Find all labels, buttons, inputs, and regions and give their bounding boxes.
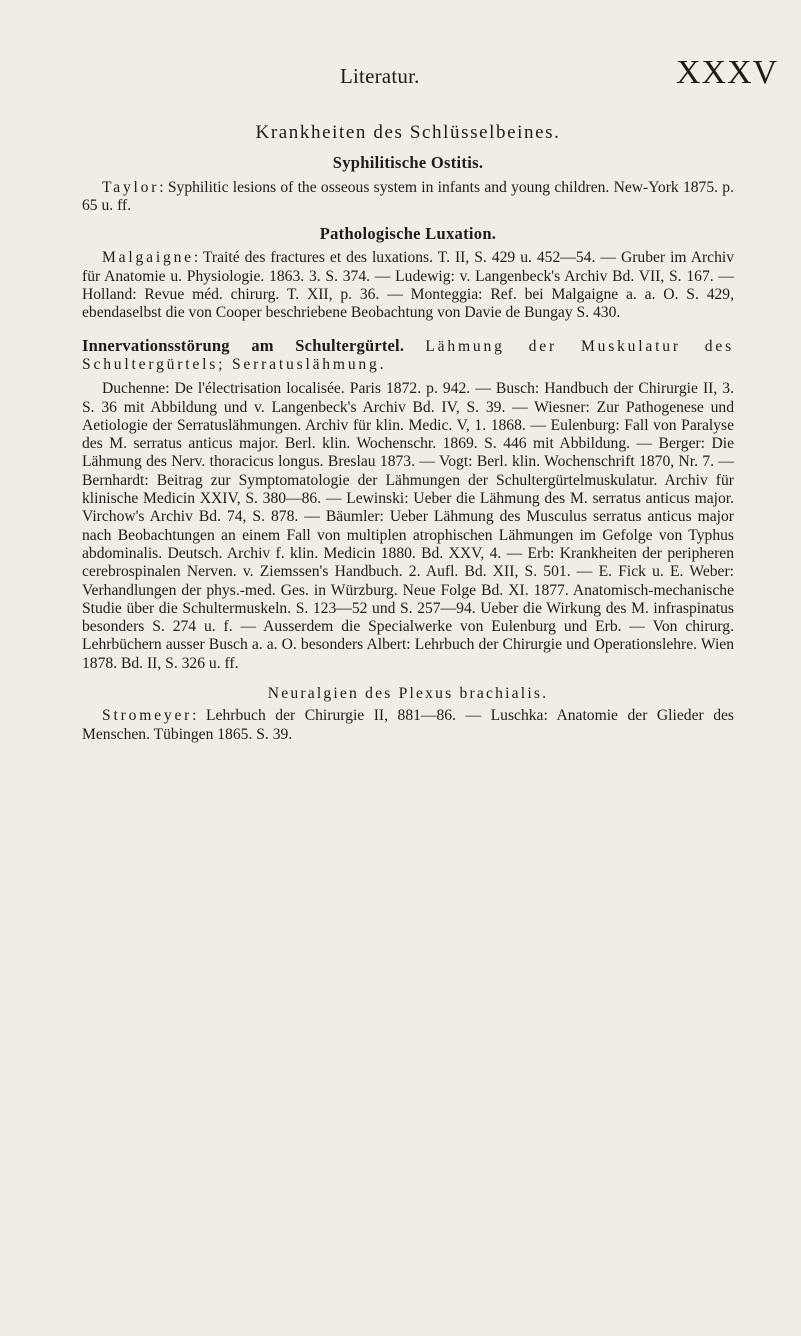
entry-luxation-text: : Traité des fractures et des luxations. T. II, S. 429 u. 452—54. — Gruber im Archiv für Anatomie u. Physiologie. 1863. 3. S. 374. — Ludewig: v. Langenbeck's Archiv Bd. VII, S. 167. — Holland: Revue méd. chirurg. T. XII, p. 36. — Monteggia: Ref. bei Malgaigne a. a. O. S. 429, ebendaselbst die von Cooper beschriebene Beobachtung von Davie de Bungay S. 430. [82, 249, 734, 322]
section-title: Krankheiten des Schlüsselbeines. [255, 122, 561, 143]
page-number: XXXV [676, 54, 779, 91]
author-malgaigne: Malgaigne [102, 249, 194, 267]
author-duchenne: Duchenne [102, 380, 166, 398]
entry-neuralgia [82, 707, 734, 744]
content-body [82, 124, 734, 748]
innervation-title: Innervationsstörung am Schultergürtel. [82, 335, 405, 355]
entry-innervation-text: : De l'électrisation localisée. Paris 1872. p. 942. — Busch: Handbuch der Chirurgie II, 3. S. 36 mit Abbildung und v. Langenbeck's Archiv Bd. IV, S. 39. — Wiesner: Zur Pathogenese und Aetiologie der Serratuslähmungen. Archiv für klin. Medic. V, 1. 1868. — Eulenburg: Fall von Paralyse des M. serratus anticus major. Berl. klin. Wochenschr. 1869. S. 446 mit Abbildung. — Berger: Die Lähmung des Nerv. thoracicus longus. Breslau 1873. — Vogt: Berl. klin. Wochenschrift 1870, Nr. 7. — Bernhardt: Beitrag zur Symptomatologie der Lähmungen der Schultergürtelmuskulatur. Archiv für klinische Medicin XXIV, S. 380—86. — Lewinski: Ueber die Lähmung des M. serratus anticus major. Virchow's Archiv Bd. 74, S. 878. — Bäumler: Ueber Lähmung des Musculus serratus anticus major nach Beobachtungen an einem Fall von multiplen atrophischen Lähmungen im Gefolge von Typhus abdominalis. Deutsch. Archiv f. klin. Medicin 1880. Bd. XXV, 4. — Erb: Krankheiten der peripheren cerebrospinalen Nerven. v. Ziemssen's Handbuch. 2. Aufl. Bd. XII, S. 501. — E. Fick u. E. Weber: Verhandlungen der phys.-med. Ges. in Würzburg. Neue Folge Bd. XI. 1877. Anatomisch-mechanische Studie über die Schultermuskeln. S. 123—52 und S. 257—94. Ueber die Wirkung des M. infraspinatus besonders S. 274 u. f. — Ausserdem die Specialwerke von Eulenburg und Erb. — Von chirurg. Lehrbüchern ausser Busch a. a. O. besonders Albert: Lehrbuch der Chirurgie und Operationslehre. Wien 1878. Bd. II, S. 326 u. ff. [82, 380, 734, 672]
subhead-neuralgia: Neuralgien des Plexus brachialis. [267, 685, 549, 703]
author-taylor: Taylor [102, 178, 160, 196]
entry-neuralgia-text: : Lehrbuch der Chirurgie II, 881—86. — Luschka: Anatomie der Glieder des Menschen. Tübingen 1865. S. 39. [82, 707, 734, 743]
entry-syphilitic [82, 179, 734, 216]
subhead-innervation [82, 337, 734, 375]
entry-innervation [82, 380, 734, 673]
author-stromeyer: Stromeyer [102, 707, 193, 725]
running-head [0, 56, 801, 96]
entry-luxation [82, 249, 734, 322]
entry-syphilitic-text: : Syphilitic lesions of the osseous system in infants and young children. New-York 1875. p. 65 u. ff. [82, 178, 734, 214]
innervation-subtitle: Lähmung der Muskulatur des Schultergürtels; Serratuslähmung. [82, 337, 734, 373]
running-head-title: Literatur. [340, 64, 420, 88]
subhead-syphilitic-ostitis: Syphilitische Ostitis. [332, 153, 484, 173]
subhead-pathological-luxation: Pathologische Luxation. [319, 224, 497, 244]
